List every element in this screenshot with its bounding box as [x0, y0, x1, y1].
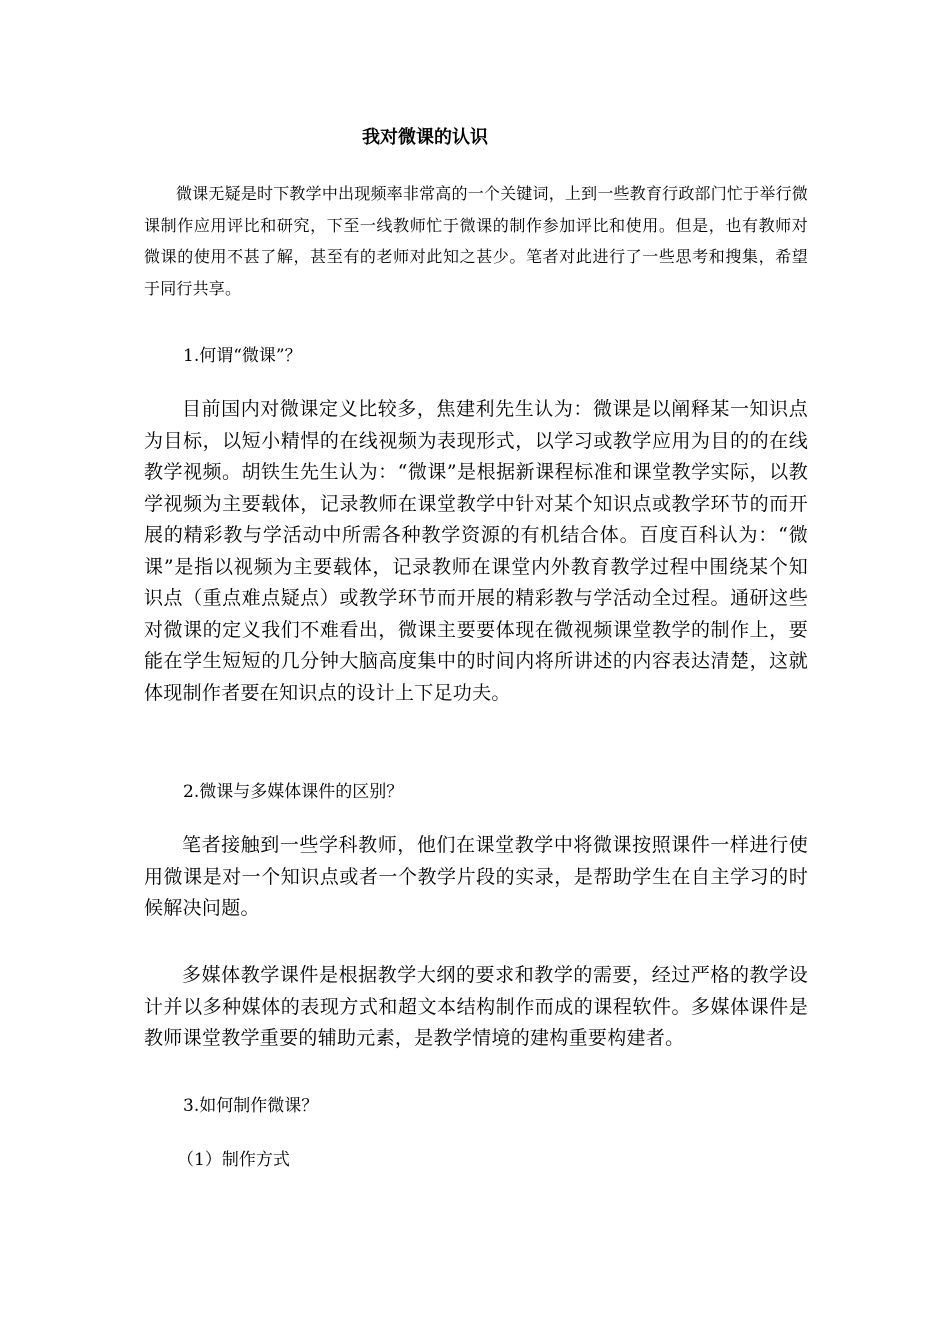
section-1-heading: 1.何谓“微课”？ [183, 346, 302, 366]
section-1-paragraph: 目前国内对微课定义比较多，焦建利先生认为：微课是以阐释某一知识点为目标，以短小精悍的在线视频为表现形式，以学习或教学应用为目的的在线教学视频。胡铁生先生认为：“微课”是根据新课程标准和课堂教学实际，以教学视频为主要载体，记录教师在课堂教学中针对某个知识点或教学环节的而开展的精彩教与学活动中所需各种教学资源的有机结合体。百度百科认为：“微课”是指以视频为主要载体，记录教师在课堂内外教育教学过程中围绕某个知识点（重点难点疑点）或教学环节而开展的精彩教与学活动全过程。通研这些对微课的定义我们不难看出，微课主要要体现在微视频课堂教学的制作上，要能在学生短短的几分钟大脑高度集中的时间内将所讲述的内容表达清楚，这就体现制作者要在知识点的设计上下足功夫。 [144, 398, 808, 704]
section-3-heading: 3.如何制作微课？ [183, 1096, 319, 1116]
section-2-paragraph-2: 多媒体教学课件是根据教学大纲的要求和教学的需要，经过严格的教学设计并以多种媒体的表现方式和超文本结构制作而成的课程软件。多媒体课件是教师课堂教学重要的辅助元素，是教学情境的建构重要构建者。 [144, 964, 808, 1049]
section-3-subheading-1: （1）制作方式 [177, 1150, 290, 1170]
document-title: 我对微课的认识 [362, 127, 488, 148]
intro-paragraph: 微课无疑是时下教学中出现频率非常高的一个关键词，上到一些教育行政部门忙于举行微课制作应用评比和研究，下至一线教师忙于微课的制作参加评比和使用。但是，也有教师对微课的使用不甚了解，甚至有的老师对此知之甚少。笔者对此进行了一些思考和搜集，希望于同行共享。 [144, 184, 808, 298]
section-2-heading: 2.微课与多媒体课件的区别？ [183, 782, 404, 802]
section-2-paragraph-1: 笔者接触到一些学科教师，他们在课堂教学中将微课按照课件一样进行使用微课是对一个知识点或者一个教学片段的实录，是帮助学生在自主学习的时候解决问题。 [144, 834, 808, 919]
